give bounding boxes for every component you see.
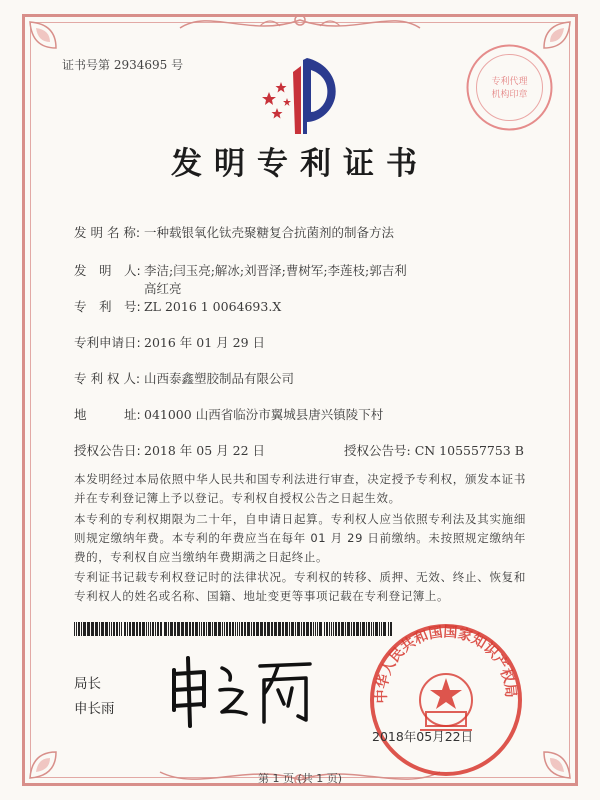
grant-pub-number-value: CN 105557753 B bbox=[414, 443, 524, 458]
inventors-value-line1: 李洁;闫玉亮;解冰;刘晋泽;曹树军;李莲枝;郭吉利 bbox=[144, 263, 407, 278]
grant-pub-number-label: 授权公告号: bbox=[344, 443, 411, 458]
invention-title-value: 一种载银氧化钛壳聚糖复合抗菌剂的制备方法 bbox=[144, 225, 395, 240]
signatory-name: 申长雨 bbox=[74, 701, 115, 717]
inventors-value-line2: 高红亮 bbox=[144, 281, 182, 296]
page-title: 发明专利证书 bbox=[171, 146, 429, 182]
seal-text: 中华人民共和国国家知识产权局 bbox=[373, 624, 519, 704]
address-label: 地 址: bbox=[74, 407, 141, 422]
application-date-label: 专利申请日: bbox=[74, 335, 141, 350]
address-value: 041000 山西省临汾市翼城县唐兴镇陵下村 bbox=[144, 407, 384, 422]
inventors-label: 发 明 人: bbox=[74, 263, 141, 278]
official-seal-icon bbox=[366, 620, 526, 780]
grant-date-label: 授权公告日: bbox=[74, 443, 141, 458]
svg-text:机构印章: 机构印章 bbox=[491, 90, 528, 100]
body-paragraph-3: 专利证书记载专利权登记时的法律状况。专利权的转移、质押、无效、终止、恢复和专利权人的姓名或名称、国籍、地址变更等事项记载在专利登记簿上。 bbox=[74, 570, 526, 603]
cert-no-value: 2934695 bbox=[113, 58, 168, 72]
grant-pub-number bbox=[344, 442, 524, 460]
cert-no-label: 证书号第 bbox=[62, 58, 111, 72]
address-row bbox=[74, 406, 383, 424]
handwritten-signature bbox=[160, 650, 320, 730]
page-number: 第 1 页 (共 1 页) bbox=[257, 772, 343, 785]
patent-number-label: 专 利 号: bbox=[74, 299, 141, 314]
certificate-number bbox=[62, 56, 183, 73]
application-date-value: 2016 年 01 月 29 日 bbox=[144, 335, 265, 350]
patentee-label: 专 利 权 人: bbox=[74, 371, 141, 386]
svg-text:专利代理: 专利代理 bbox=[491, 77, 528, 87]
patent-number-row bbox=[74, 298, 281, 316]
patent-number-value: ZL 2016 1 0064693.X bbox=[144, 299, 282, 314]
signatory-title: 局长 bbox=[74, 676, 101, 692]
invention-title-row bbox=[74, 224, 394, 242]
cert-no-suffix: 号 bbox=[171, 58, 184, 72]
patent-office-logo-icon bbox=[255, 52, 355, 142]
body-paragraph-1: 本发明经过本局依照中华人民共和国专利法进行审查，决定授予专利权，颁发本证书并在专利登记簿上予以登记。专利权自授权公告之日起生效。 bbox=[74, 472, 526, 505]
inventors-row bbox=[74, 262, 524, 298]
application-date-row bbox=[74, 334, 265, 352]
agency-stamp-icon bbox=[462, 40, 557, 135]
seal-date: 2018年05月22日 bbox=[372, 729, 474, 744]
patentee-value: 山西泰鑫塑胶制品有限公司 bbox=[144, 371, 295, 386]
body-paragraph-2: 本专利的专利权期限为二十年，自申请日起算。专利权人应当依照专利法及其实施细则规定缴纳年费。本专利的年费应当在每年 01 月 29 日前缴纳。未按照规定缴纳年费的，专利权自应当缴纳年费期满之日起终止。 bbox=[74, 512, 526, 564]
barcode-icon bbox=[74, 622, 394, 636]
patentee-row bbox=[74, 370, 294, 388]
grant-date-row bbox=[74, 442, 526, 460]
invention-title-label: 发 明 名 称: bbox=[74, 225, 141, 240]
top-scroll-ornament bbox=[170, 8, 430, 38]
grant-date-value: 2018 年 05 月 22 日 bbox=[144, 443, 265, 458]
